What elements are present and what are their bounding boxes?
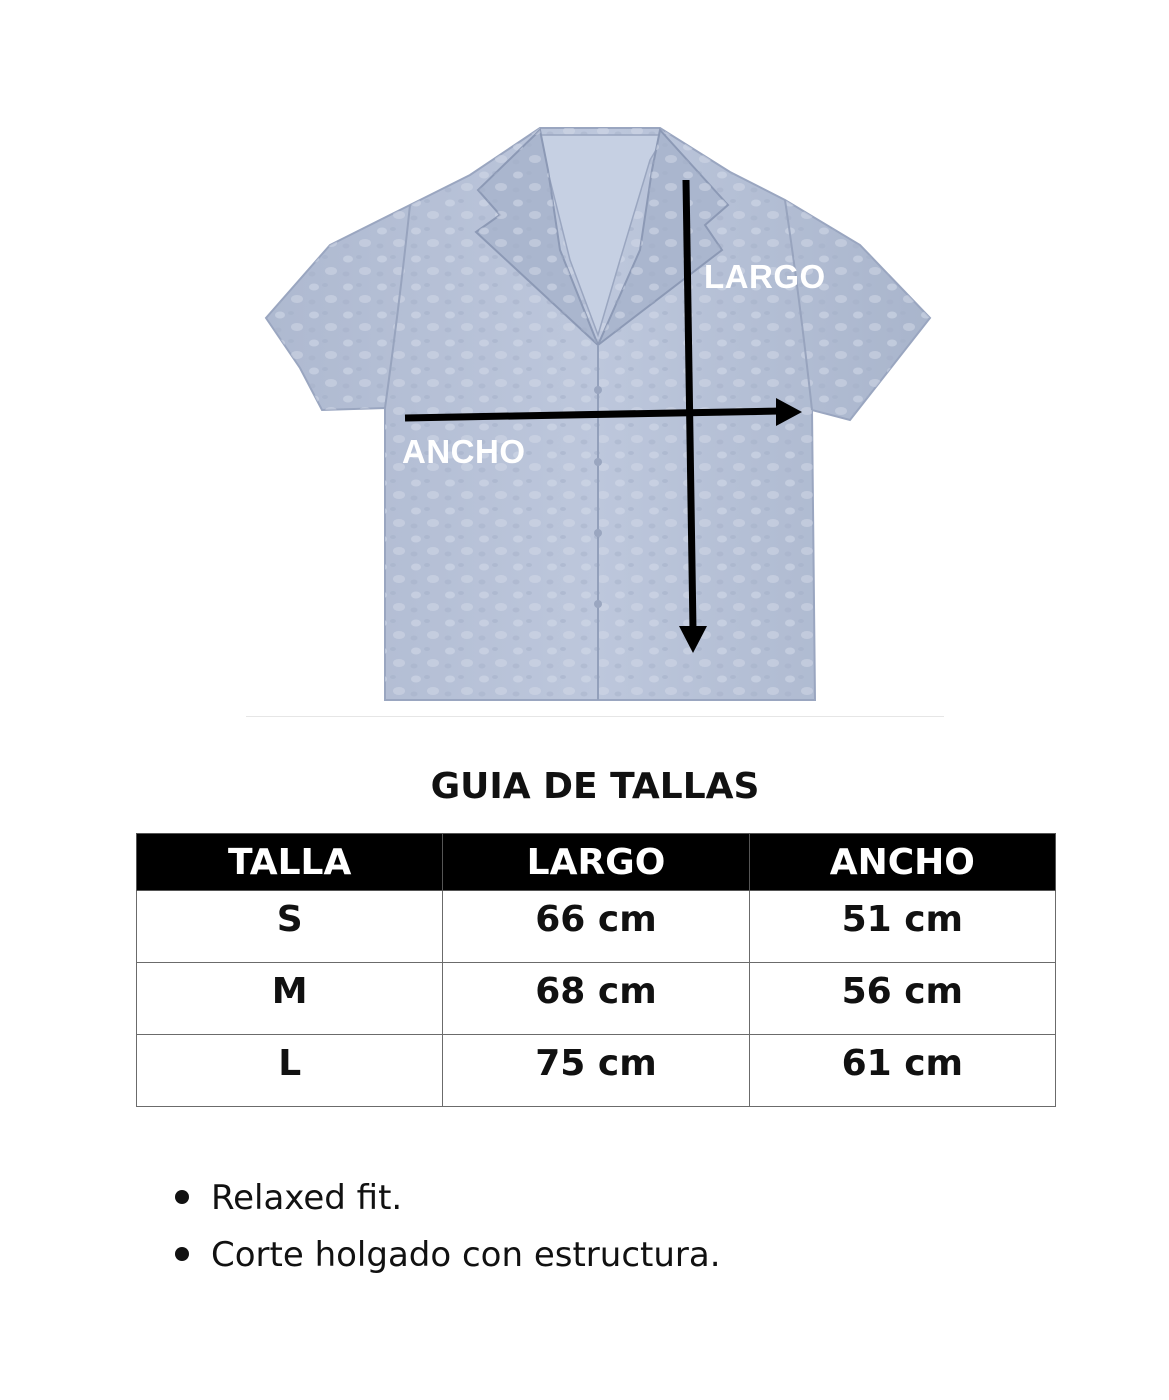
ancho-cell: 51 cm: [749, 891, 1055, 963]
ancho-cell: 61 cm: [749, 1035, 1055, 1107]
largo-cell: 66 cm: [443, 891, 749, 963]
header-talla: TALLA: [137, 834, 443, 891]
ancho-cell: 56 cm: [749, 963, 1055, 1035]
note-text: Corte holgado con estructura.: [211, 1235, 721, 1275]
largo-cell: 75 cm: [443, 1035, 749, 1107]
size-cell: L: [137, 1035, 443, 1107]
table-row: [137, 891, 1056, 963]
largo-cell: 68 cm: [443, 963, 749, 1035]
size-cell: M: [137, 963, 443, 1035]
list-item: [170, 1170, 721, 1227]
header-ancho: ANCHO: [749, 834, 1055, 891]
size-cell: S: [137, 891, 443, 963]
largo-label: LARGO: [704, 258, 826, 295]
size-guide-title: GUIA DE TALLAS: [430, 766, 760, 807]
table-header-row: [137, 834, 1056, 891]
header-largo: LARGO: [443, 834, 749, 891]
fit-notes: [170, 1170, 721, 1284]
bullet-icon: [175, 1247, 189, 1261]
table-row: [137, 963, 1056, 1035]
bullet-icon: [175, 1190, 189, 1204]
note-text: Relaxed fit.: [211, 1178, 403, 1218]
list-item: [170, 1227, 721, 1284]
table-row: [137, 1035, 1056, 1107]
ancho-label: ANCHO: [402, 433, 526, 470]
divider: [246, 716, 944, 717]
size-table: [136, 833, 1056, 1107]
